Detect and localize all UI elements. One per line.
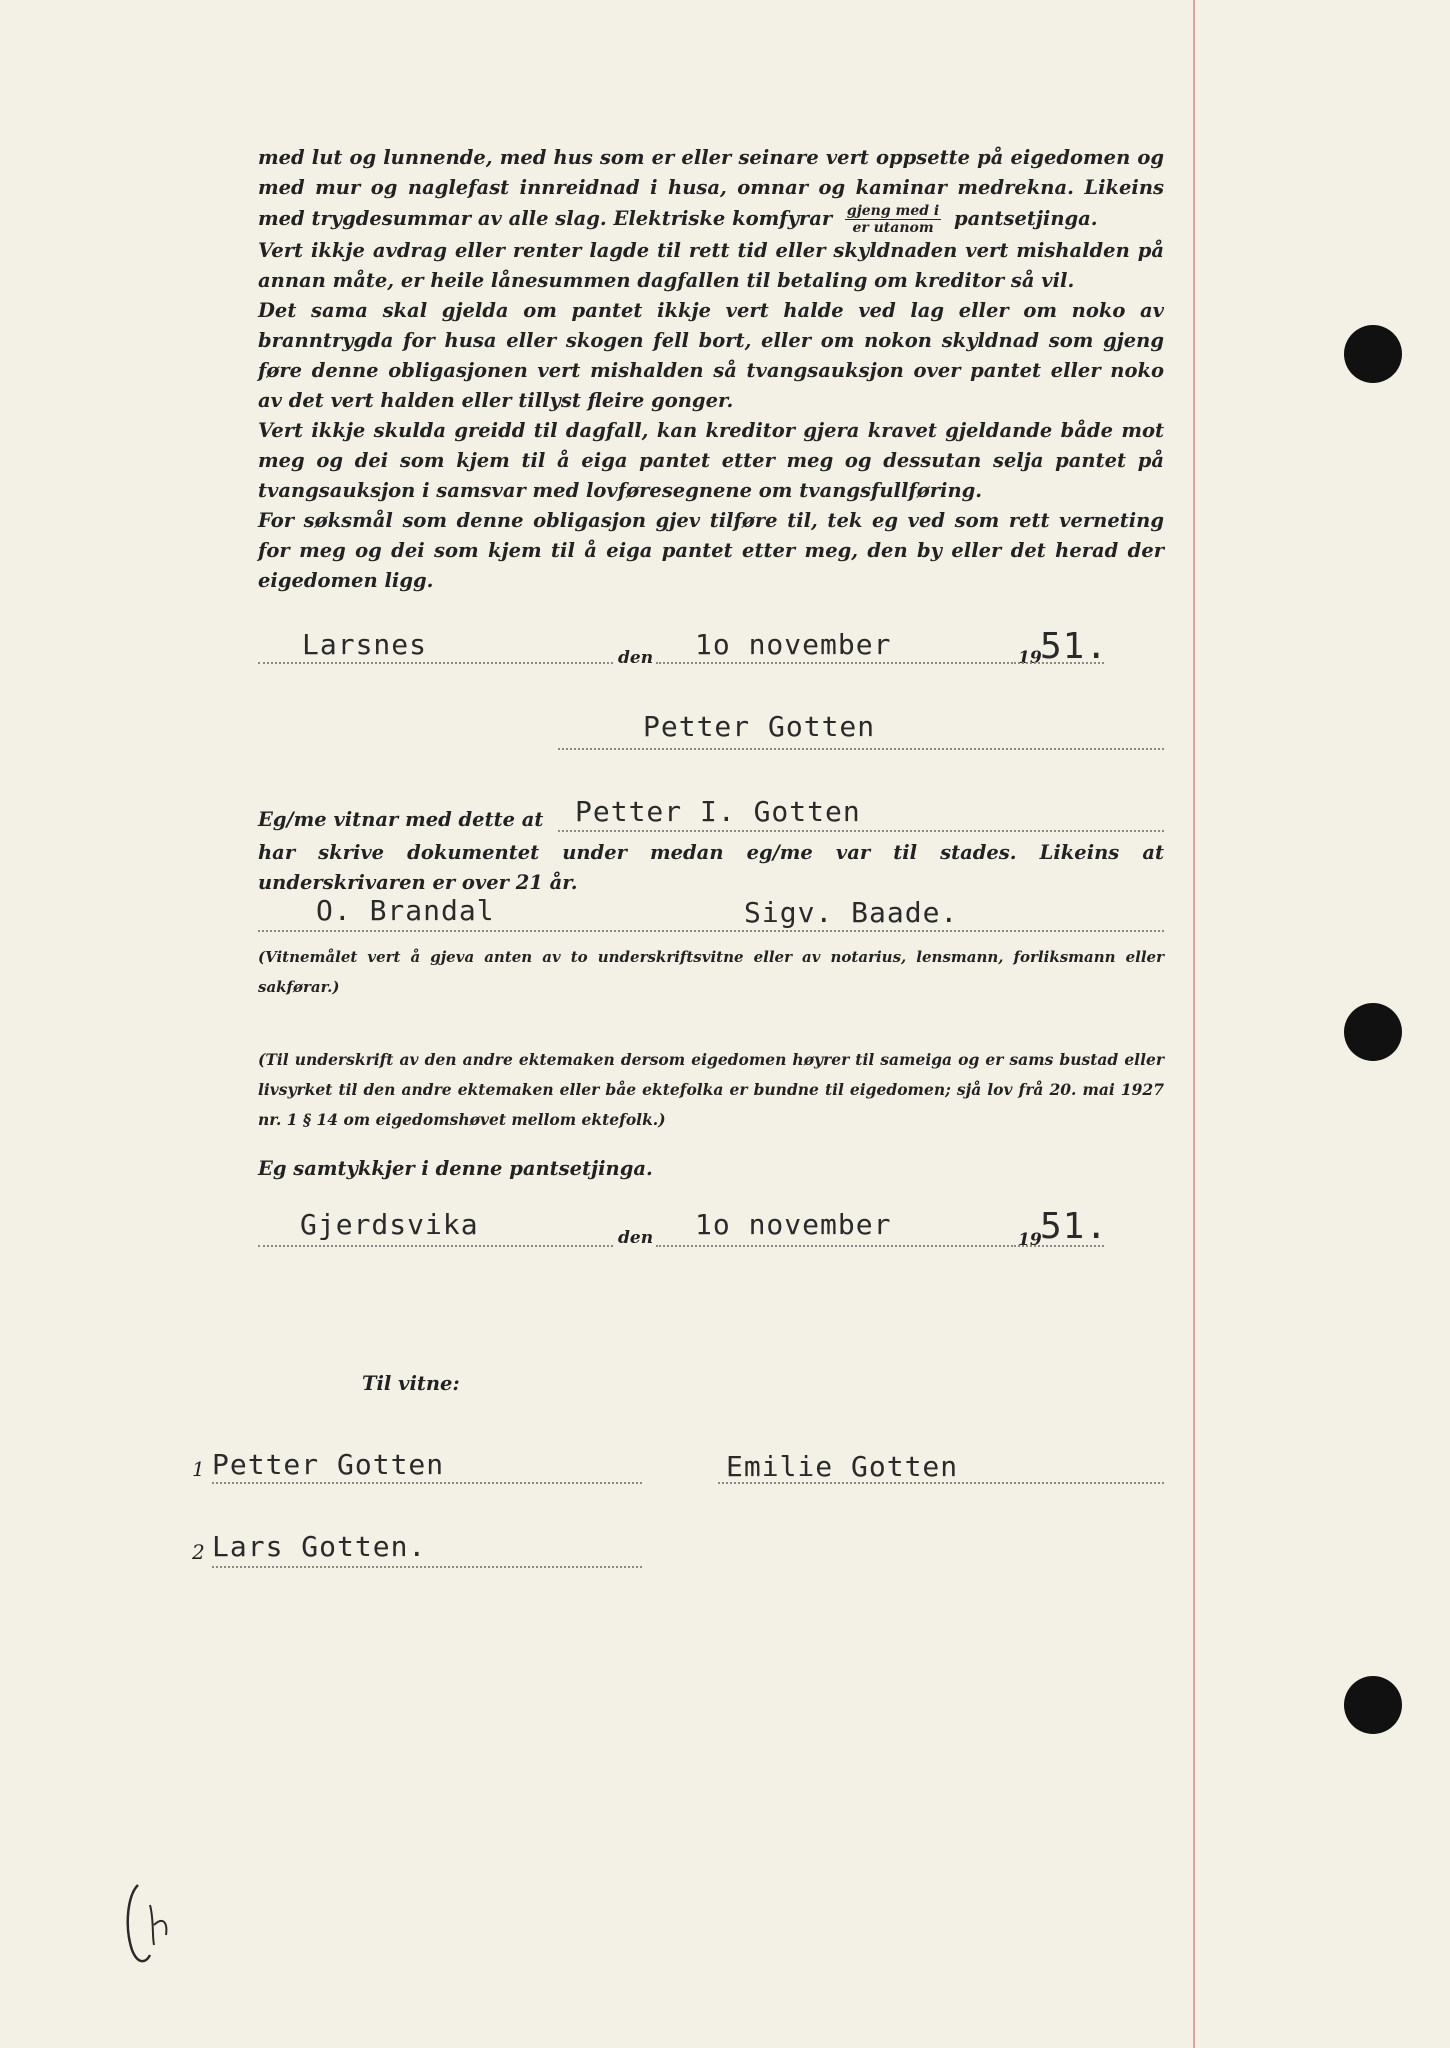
dotted-line xyxy=(656,1245,1016,1247)
handwritten-mark xyxy=(110,1865,190,1975)
til-vitne-2-left: Lars Gotten. xyxy=(212,1530,427,1563)
consent-place: Gjerdsvika xyxy=(300,1208,479,1241)
year-suffix: 51. xyxy=(1040,1206,1109,1247)
dotted-line xyxy=(212,1566,642,1568)
dotted-line xyxy=(1018,662,1104,664)
paragraph-property-text: med lut og lunnende, med hus som er eller seinare vert oppsette på eigedomen og med mur og naglefast innreidnad i husa, omnar og kaminar medrekna. Likeins med trygdesummar av alle slag. Elektriske komfyrar xyxy=(258,146,1164,230)
paragraph-property xyxy=(258,143,1164,236)
dotted-line xyxy=(1018,1245,1104,1247)
witness-subject: Petter I. Gotten xyxy=(575,795,861,828)
witness-text: har skrive dokumentet under medan eg/me var til stades. Likeins at underskrivaren er over 21 år. xyxy=(258,841,1164,894)
witness-row-number: 1 xyxy=(192,1457,205,1481)
paragraph-default-text: Vert ikkje avdrag eller renter lagde til rett tid eller skyldnaden vert mishalden på annan måte, er heile lånesummen dagfallen til betaling om kreditor så vil. xyxy=(258,239,1164,292)
witness-row-number: 2 xyxy=(192,1540,205,1564)
terms-text xyxy=(258,143,1164,596)
paragraph-venue xyxy=(258,506,1164,596)
paragraph-enforcement xyxy=(258,416,1164,506)
margin-line xyxy=(1193,0,1195,2048)
paragraph-venue-text: For søksmål som denne obligasjon gjev tilføre til, tek eg ved som rett verneting for meg og dei som kjem til å eiga pantet etter meg, den by eller det herad der eigedomen ligg. xyxy=(258,509,1164,592)
dotted-line xyxy=(258,662,613,664)
witness-intro: Eg/me vitnar med dette at xyxy=(258,808,544,831)
spouse-note: (Til underskrift av den andre ektemaken dersom eigedomen høyrer til sameiga og er sams bustad eller livsyrket til den andre ektemaken eller båe ektefolka er bundne til eigedomen; sjå lov frå 20. mai 1927 nr. 1 § 14 om eigedomshøvet mellom ektefolk.) xyxy=(258,1050,1164,1129)
fraction-denominator: er utanom xyxy=(852,220,934,236)
consent-date: 1o november xyxy=(695,1208,892,1241)
paragraph-collateral xyxy=(258,296,1164,416)
til-vitne-1-right: Emilie Gotten xyxy=(726,1450,959,1483)
punch-hole xyxy=(1344,1676,1402,1734)
fraction-numerator: gjeng med i xyxy=(846,203,940,219)
witness-1-signature: O. Brandal xyxy=(316,894,495,927)
dotted-line xyxy=(258,930,1164,932)
paragraph-default xyxy=(258,236,1164,296)
dotted-line xyxy=(212,1482,642,1484)
den-label: den xyxy=(618,648,654,668)
year-prefix: 19 xyxy=(1018,648,1042,668)
paragraph-property-end: pantsetjinga. xyxy=(954,207,1098,230)
borrower-signature: Petter Gotten xyxy=(643,710,876,743)
punch-hole xyxy=(1344,325,1402,383)
punch-hole xyxy=(1344,1003,1402,1061)
paragraph-enforcement-text: Vert ikkje skulda greidd til dagfall, kan kreditor gjera kravet gjeldande både mot meg og dei som kjem til å eiga pantet etter meg og dessutan selja pantet på tvangsauksjon i samsvar med lovføresegnene om tvangsfullføring. xyxy=(258,419,1164,502)
til-vitne-1-left: Petter Gotten xyxy=(212,1448,445,1481)
signature-line xyxy=(558,748,1164,750)
paragraph-collateral-text: Det sama skal gjelda om pantet ikkje vert halde ved lag eller om noko av branntrygda for husa eller skogen fell bort, eller om nokon skyldnad som gjeng føre denne obligasjonen vert mishalden så tvangsauksjon over pantet eller noko av det vert halden eller tillyst fleire gonger. xyxy=(258,299,1164,412)
signing-date: 1o november xyxy=(695,628,892,661)
year-prefix: 19 xyxy=(1018,1230,1042,1250)
dotted-line xyxy=(558,830,1164,832)
til-vitne-label: Til vitne: xyxy=(362,1372,460,1395)
fraction-choice xyxy=(845,203,941,236)
consent-text: Eg samtykkjer i denne pantsetjinga. xyxy=(258,1157,653,1180)
witness-2-signature: Sigv. Baade. xyxy=(744,896,959,929)
signing-place: Larsnes xyxy=(302,628,428,661)
year-suffix: 51. xyxy=(1040,626,1109,667)
dotted-line xyxy=(718,1482,1164,1484)
witness-note: (Vitnemålet vert å gjeva anten av to underskriftsvitne eller av notarius, lensmann, forliksmann eller sakførar.) xyxy=(258,948,1164,996)
den-label: den xyxy=(618,1228,654,1248)
dotted-line xyxy=(258,1245,613,1247)
dotted-line xyxy=(656,662,1016,664)
